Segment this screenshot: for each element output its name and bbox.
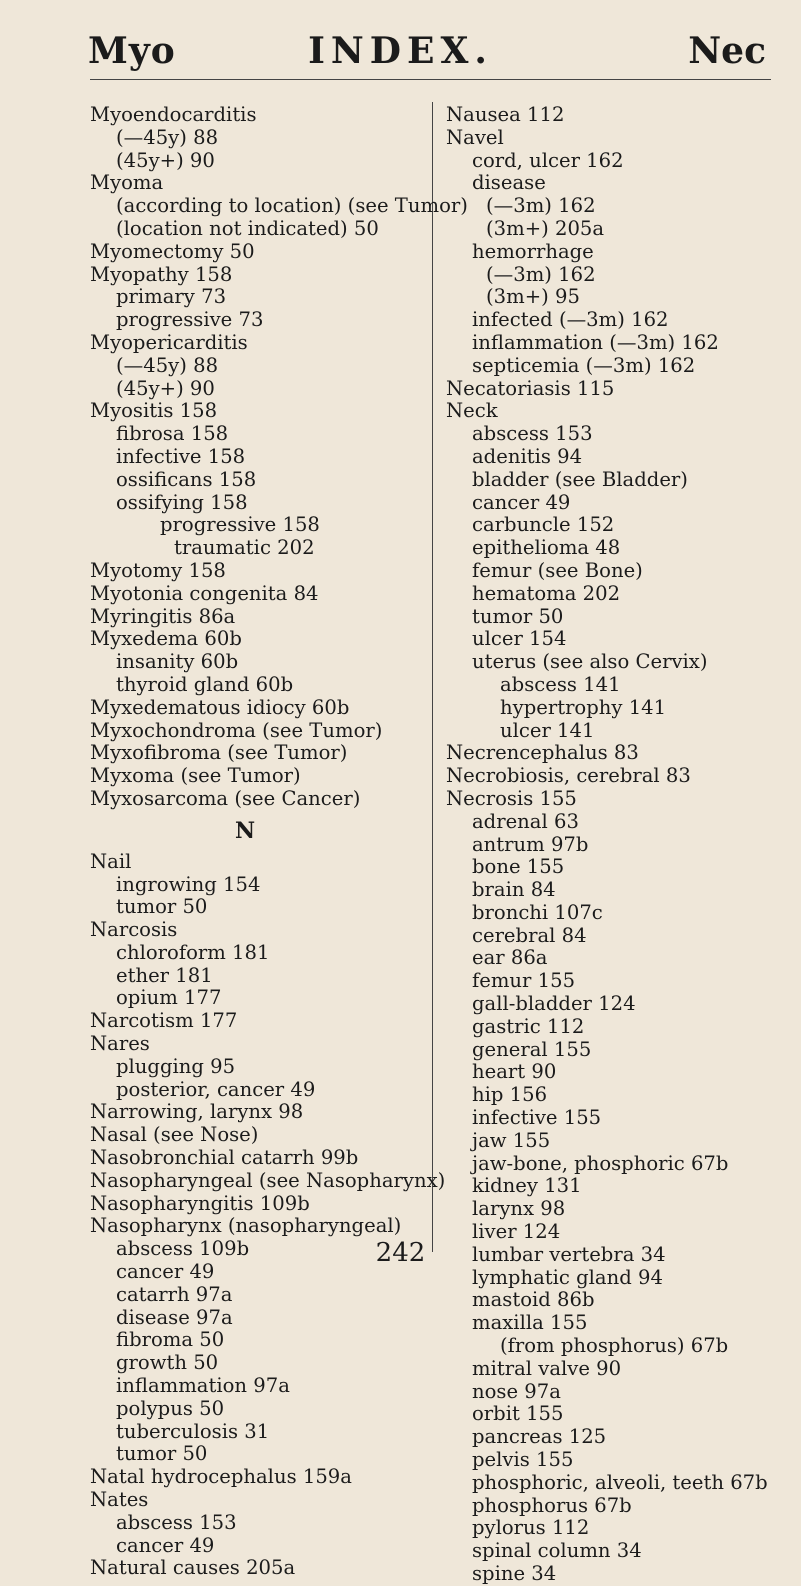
index-subentry: infective 158 <box>116 444 246 468</box>
index-subentry: tumor 50 <box>472 604 564 628</box>
index-subentry: plugging 95 <box>116 1054 236 1078</box>
index-subentry: abscess 141 <box>500 672 621 696</box>
index-entry: Neck <box>446 399 498 423</box>
index-subentry: nose 97a <box>472 1379 561 1403</box>
index-subentry: (3m+) 95 <box>486 285 580 309</box>
index-entry: Myoendocarditis <box>90 103 257 126</box>
index-subentry: abscess 153 <box>472 422 593 446</box>
index-entry: Natal hydrocephalus 159a <box>90 1465 352 1489</box>
index-entry: Myxofibroma (see Tumor) <box>90 741 348 765</box>
index-subentry: larynx 98 <box>472 1197 566 1221</box>
index-subentry: bone 155 <box>472 855 565 879</box>
index-entry: Nausea 112 <box>446 103 565 126</box>
index-subentry: ossifying 158 <box>116 490 248 514</box>
index-subentry: bladder (see Bladder) <box>472 467 688 491</box>
index-subentry: orbit 155 <box>472 1402 564 1426</box>
index-entry: Necatoriasis 115 <box>446 376 615 400</box>
index-subentry: spinal column 34 <box>472 1539 642 1563</box>
index-entry: Myxedematous idiocy 60b <box>90 695 350 719</box>
index-subentry: general 155 <box>472 1037 592 1061</box>
index-subentry: disease <box>472 171 546 195</box>
index-entry: Navel <box>446 125 504 149</box>
index-subentry: (from phosphorus) 67b <box>500 1334 729 1358</box>
index-subentry: pylorus 112 <box>472 1516 590 1540</box>
index-subentry: mastoid 86b <box>472 1288 595 1312</box>
index-subentry: progressive 73 <box>116 308 264 332</box>
index-subentry: growth 50 <box>116 1351 219 1375</box>
index-subentry: mitral valve 90 <box>472 1356 622 1380</box>
index-subentry: traumatic 202 <box>174 536 315 560</box>
index-entry: Narrowing, larynx 98 <box>90 1100 304 1124</box>
index-entry: Myxedema 60b <box>90 627 242 651</box>
index-subentry: uterus (see also Cervix) <box>472 650 708 674</box>
index-subentry: jaw 155 <box>472 1128 551 1152</box>
index-subentry: cerebral 84 <box>472 923 587 947</box>
index-subentry: maxilla 155 <box>472 1311 588 1335</box>
index-subentry: septicemia (—3m) 162 <box>472 353 696 377</box>
index-entry: Myxoma (see Tumor) <box>90 764 301 788</box>
index-subentry: hypertrophy 141 <box>500 695 667 719</box>
index-subentry: adrenal 63 <box>472 809 579 833</box>
index-subentry: lymphatic gland 94 <box>472 1265 663 1289</box>
index-subentry: gastric 112 <box>472 1014 585 1038</box>
index-subentry: ulcer 141 <box>500 718 595 742</box>
index-entry: Narcosis <box>90 918 178 942</box>
index-subentry: pancreas 125 <box>472 1425 607 1449</box>
index-subentry: spine 34 <box>472 1562 557 1585</box>
index-entry: Nasal (see Nose) <box>90 1123 259 1147</box>
index-entry: Myositis 158 <box>90 399 218 423</box>
index-subentry: insanity 60b <box>116 650 239 674</box>
index-entry: Myomectomy 50 <box>90 239 255 263</box>
index-entry: Nasobronchial catarrh 99b <box>90 1146 359 1170</box>
index-subentry: posterior, cancer 49 <box>116 1077 316 1101</box>
index-subentry: hip 156 <box>472 1083 548 1107</box>
index-entry: Nares <box>90 1032 150 1056</box>
index-subentry: jaw-bone, phosphoric 67b <box>472 1151 729 1175</box>
index-subentry: (—45y) 88 <box>116 125 219 149</box>
index-subentry: (3m+) 205a <box>486 216 605 240</box>
index-subentry: ulcer 154 <box>472 627 567 651</box>
index-entry: Nail <box>90 849 132 873</box>
index-subentry: hematoma 202 <box>472 581 621 605</box>
index-subentry: progressive 158 <box>160 513 320 537</box>
index-subentry: lumbar vertebra 34 <box>472 1242 666 1266</box>
index-entry: Necrobiosis, cerebral 83 <box>446 764 691 788</box>
index-subentry: ear 86a <box>472 946 548 970</box>
index-column-right <box>446 104 776 1586</box>
index-subentry: cancer 49 <box>472 490 571 514</box>
index-subentry: antrum 97b <box>472 832 589 856</box>
index-subentry: (location not indicated) 50 <box>116 216 379 240</box>
index-subentry: bronchi 107c <box>472 900 603 924</box>
index-entry: Nasopharynx (nasopharyngeal) <box>90 1214 402 1238</box>
index-subentry: tuberculosis 31 <box>116 1419 270 1443</box>
section-letter: N <box>234 817 256 844</box>
index-subentry: inflammation 97a <box>116 1374 290 1398</box>
index-subentry: (45y+) 90 <box>116 148 215 172</box>
index-subentry: polypus 50 <box>116 1396 225 1420</box>
index-entry: Myxosarcoma (see Cancer) <box>90 786 361 810</box>
index-entry: Myotomy 158 <box>90 558 226 582</box>
index-subentry: abscess 153 <box>116 1510 237 1534</box>
index-subentry: ingrowing 154 <box>116 872 261 896</box>
index-subentry: gall-bladder 124 <box>472 992 636 1016</box>
index-subentry: (—45y) 88 <box>116 353 219 377</box>
index-entry: Necrencephalus 83 <box>446 741 639 765</box>
index-subentry: inflammation (—3m) 162 <box>472 330 719 354</box>
index-subentry: disease 97a <box>116 1305 233 1329</box>
index-subentry: infective 155 <box>472 1106 602 1130</box>
index-subentry: fibrosa 158 <box>116 422 229 446</box>
index-entry: Myoma <box>90 171 164 195</box>
index-subentry: cancer 49 <box>116 1533 215 1557</box>
index-subentry: adenitis 94 <box>472 444 583 468</box>
index-subentry: (—3m) 162 <box>486 262 596 286</box>
index-entry: Natural causes 205a <box>90 1556 296 1580</box>
index-subentry: fibroma 50 <box>116 1328 225 1352</box>
running-header <box>0 30 801 80</box>
index-subentry: abscess 109b <box>116 1237 250 1261</box>
page-number: 242 <box>375 1238 426 1268</box>
index-entry: Necrosis 155 <box>446 786 577 810</box>
index-subentry: carbuncle 152 <box>472 513 615 537</box>
index-subentry: tumor 50 <box>116 1442 208 1466</box>
index-entry: Nates <box>90 1488 149 1512</box>
index-entry: Myopericarditis <box>90 330 248 354</box>
index-column-left <box>90 103 468 1580</box>
index-subentry: cancer 49 <box>116 1260 215 1284</box>
header-last-guide-word: Nec <box>688 30 766 72</box>
index-entry: Nasopharyngeal (see Nasopharynx) <box>90 1168 446 1192</box>
header-first-guide-word: Myo <box>88 30 176 72</box>
index-subentry: tumor 50 <box>116 895 208 919</box>
index-subentry: catarrh 97a <box>116 1282 233 1306</box>
index-subentry: femur (see Bone) <box>472 558 643 582</box>
index-subentry: infected (—3m) 162 <box>472 308 669 332</box>
index-subentry: pelvis 155 <box>472 1448 574 1472</box>
index-subentry: primary 73 <box>116 285 227 309</box>
index-subentry: (according to location) (see Tumor) <box>116 194 468 218</box>
index-subentry: epithelioma 48 <box>472 536 621 560</box>
index-subentry: brain 84 <box>472 878 556 902</box>
index-subentry: liver 124 <box>472 1220 561 1244</box>
index-subentry: opium 177 <box>116 986 222 1010</box>
header-title: INDEX. <box>308 30 493 72</box>
header-rule <box>90 79 771 80</box>
index-entry: Nasopharyngitis 109b <box>90 1191 310 1215</box>
index-subentry: (45y+) 90 <box>116 376 215 400</box>
index-subentry: femur 155 <box>472 969 576 993</box>
index-subentry: hemorrhage <box>472 239 594 263</box>
index-entry: Myopathy 158 <box>90 262 233 286</box>
index-subentry: kidney 131 <box>472 1174 582 1198</box>
column-divider <box>432 102 433 1252</box>
index-subentry: chloroform 181 <box>116 940 270 964</box>
index-subentry: phosphoric, alveoli, teeth 67b <box>472 1470 768 1494</box>
index-entry: Myotonia congenita 84 <box>90 581 319 605</box>
index-subentry: thyroid gland 60b <box>116 672 294 696</box>
index-entry: Myxochondroma (see Tumor) <box>90 718 383 742</box>
index-subentry: ossificans 158 <box>116 467 257 491</box>
index-subentry: cord, ulcer 162 <box>472 148 624 172</box>
index-subentry: heart 90 <box>472 1060 557 1084</box>
index-subentry: ether 181 <box>116 963 213 987</box>
index-subentry: (—3m) 162 <box>486 194 596 218</box>
index-subentry: phosphorus 67b <box>472 1493 632 1517</box>
index-entry: Narcotism 177 <box>90 1009 238 1033</box>
index-entry: Myringitis 86a <box>90 604 236 628</box>
